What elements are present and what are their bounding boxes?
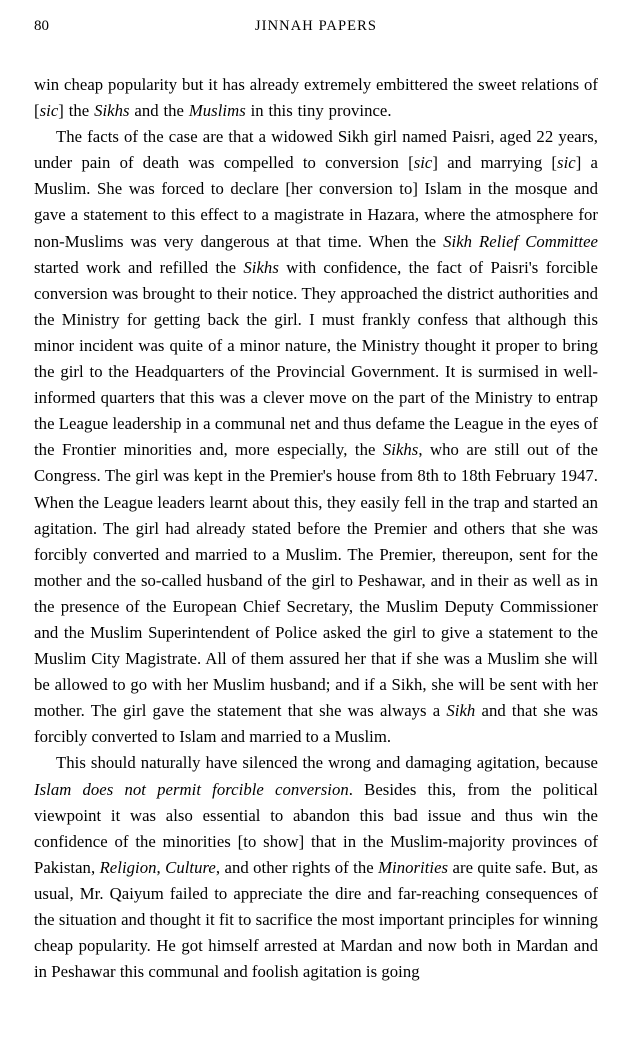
emphasis-text: Sikhs	[243, 257, 279, 277]
emphasis-text: Islam does not permit forcible conversion	[34, 779, 349, 799]
page-number: 80	[34, 18, 49, 34]
emphasis-text: sic	[557, 153, 576, 173]
emphasis-text: sic	[39, 101, 59, 121]
emphasis-text: Sikh Relief Committee	[443, 231, 598, 251]
running-head-title: JINNAH PAPERS	[254, 18, 378, 34]
paragraph: This should naturally have silenced the wrong and damaging agitation, because Islam does not permit forcible conversion. Besides this, from the political viewpoint it was also essential to abandon this bad issue and thus win the confidence of the minorities [to show] that in the Muslim-majority provinces of Pakistan, Religion, Culture, and other rights of the Minorities are quite safe. But, as usual, Mr. Qaiyum failed to appreciate the dire and far-reaching consequences of the situation and thought it fit to sacrifice the most important principles for winning cheap popularity. He got himself arrested at Mardan and now both in Mardan and in Peshawar this communal and foolish agitation is going	[34, 753, 598, 982]
body-text	[34, 72, 598, 985]
paragraph: win cheap popularity but it has already extremely embittered the sweet relations of [sic] the Sikhs and the Muslims in this tiny province.	[34, 75, 598, 121]
emphasis-text: Sikhs	[94, 101, 130, 121]
emphasis-text: Muslims	[188, 101, 246, 121]
emphasis-text: Religion	[99, 857, 157, 877]
emphasis-text: Sikhs	[382, 440, 419, 460]
emphasis-text: Sikh	[446, 701, 476, 721]
emphasis-text: Culture	[165, 857, 216, 877]
paragraph: The facts of the case are that a widowed Sikh girl named Paisri, aged 22 years, under pain of death was compelled to conversion [sic] and marrying [sic] a Muslim. She was forced to declare [her conversion to] Islam in the mosque and gave a statement to this effect to a magistrate in Hazara, where the atmosphere for non-Muslims was very dangerous at that time. When the Sikh Relief Committee started work and refilled the Sikhs with confidence, the fact of Paisri's forcible conversion was brought to their notice. They approached the district authorities and the Ministry for getting back the girl. I must frankly confess that although this minor incident was quite of a minor nature, the Ministry thought it proper to bring the girl to the Headquarters of the Provincial Government. It is surmised in well-informed quarters that this was a clever move on the part of the Ministry to entrap the League leadership in a communal net and thus defame the League in the eyes of the Frontier minorities and, more especially, the Sikhs, who are still out of the Congress. The girl was kept in the Premier's house from 8th to 18th February 1947. When the League leaders learnt about this, they easily fell in the trap and started an agitation. The girl had already stated before the Premier and others that she was forcibly converted and married to a Muslim. The Premier, thereupon, sent for the mother and the so-called husband of the girl to Peshawar, and in their as well as in the presence of the European Chief Secretary, the Muslim Deputy Commissioner and the Muslim Superintendent of Police asked the girl to give a statement to the Muslim City Magistrate. All of them assured her that if she was a Muslim she will be allowed to go with her Muslim husband; and if a Sikh, she will be sent with her mother. The girl gave the statement that she was always a Sikh and that she was forcibly converted to Islam and married to a Muslim.	[34, 127, 598, 747]
page-header	[34, 18, 598, 38]
emphasis-text: Minorities	[378, 857, 449, 877]
emphasis-text: sic	[413, 153, 433, 173]
